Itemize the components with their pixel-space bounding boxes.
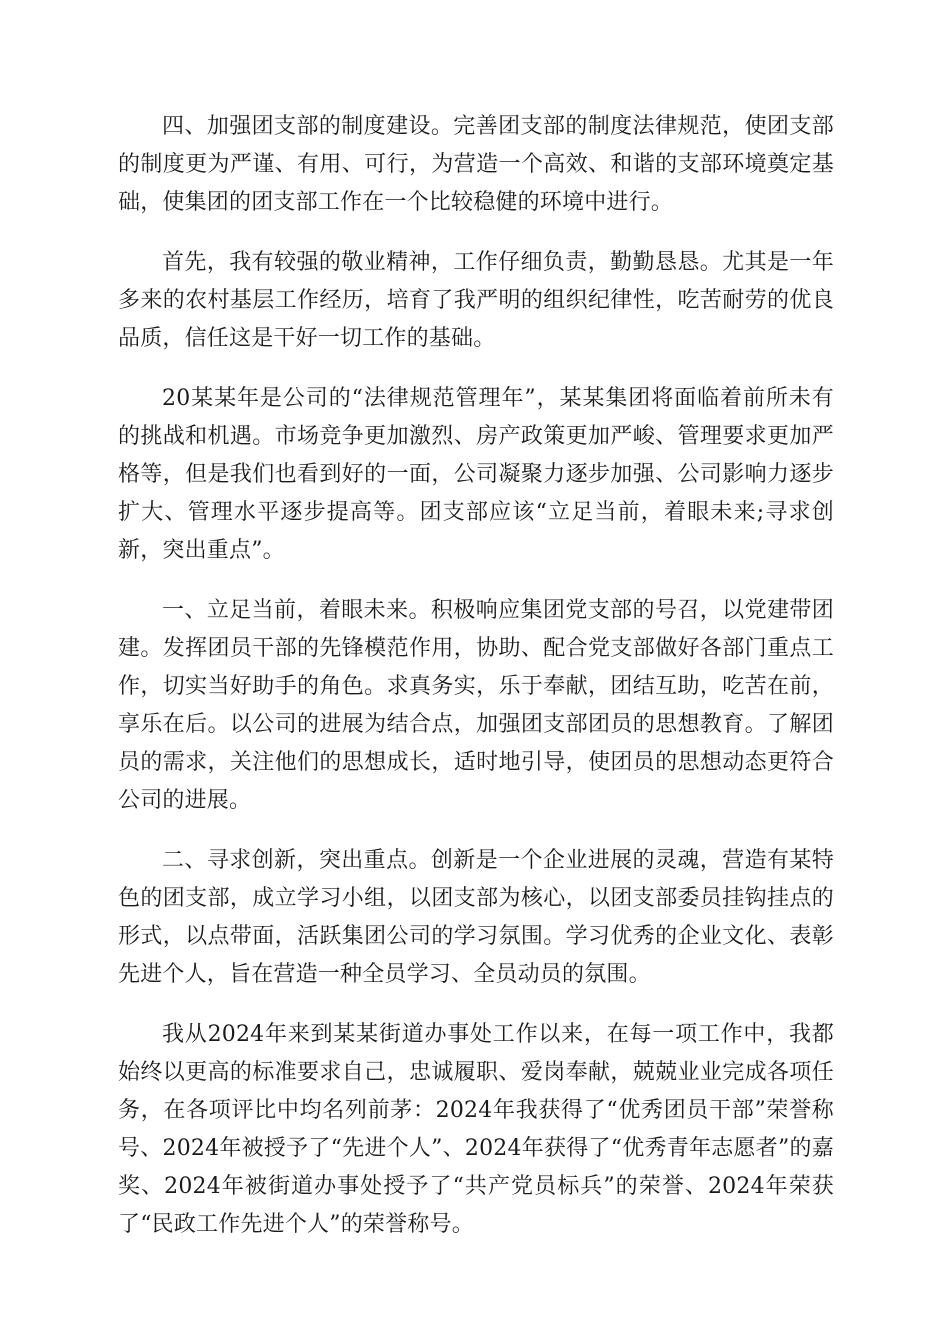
paragraph-achievements: 我从2024年来到某某街道办事处工作以来，在每一项工作中，我都始终以更高的标准要求自己，忠诚履职、爱岗奉献，兢兢业业完成各项任务，在各项评比中均名列前茅：2024年我获得了“优秀团员干部”荣誉称号、2024年被授予了“先进个人”、2024年获得了“优秀青年志愿者”的嘉奖、2024年被街道办事处授予了“共产党员标兵”的荣誉、2024年荣获了“民政工作先进个人”的荣誉称号。 <box>118 1022 834 1237</box>
paragraph-annual-outlook: 20某某年是公司的“法律规范管理年”，某某集团将面临着前所未有的挑战和机遇。市场竞争更加激烈、房产政策更加严峻、管理要求更加严格等，但是我们也看到好的一面，公司凝聚力逐步加强、公司影响力逐步扩大、管理水平逐步提高等。团支部应该“立足当前，着眼未来;寻求创新，突出重点”。 <box>118 386 834 563</box>
paragraph-focus-present: 一、立足当前，着眼未来。积极响应集团党支部的号召，以党建带团建。发挥团员干部的先锋模范作用，协助、配合党支部做好各部门重点工作，切实当好助手的角色。求真务实，乐于奉献，团结互助，吃苦在前，享乐在后。以公司的进展为结合点，加强团支部团员的思想教育。了解团员的需求，关注他们的思想成长，适时地引导，使团员的思想动态更符合公司的进展。 <box>118 598 834 813</box>
document-body <box>118 108 834 1266</box>
paragraph-system-building: 四、加强团支部的制度建设。完善团支部的制度法律规范，使团支部的制度更为严谨、有用、可行，为营造一个高效、和谐的支部环境奠定基础，使集团的团支部工作在一个比较稳健的环境中进行。 <box>118 114 834 215</box>
paragraph-work-attitude: 首先，我有较强的敬业精神，工作仔细负责，勤勤恳恳。尤其是一年多来的农村基层工作经历，培育了我严明的组织纪律性，吃苦耐劳的优良品质，信任这是干好一切工作的基础。 <box>118 250 834 351</box>
paragraph-innovation: 二、寻求创新，突出重点。创新是一个企业进展的灵魂，营造有某特色的团支部，成立学习小组，以团支部为核心，以团支部委员挂钩挂点的形式，以点带面，活跃集团公司的学习氛围。学习优秀的企业文化、表彰先进个人，旨在营造一种全员学习、全员动员的氛围。 <box>118 848 834 987</box>
